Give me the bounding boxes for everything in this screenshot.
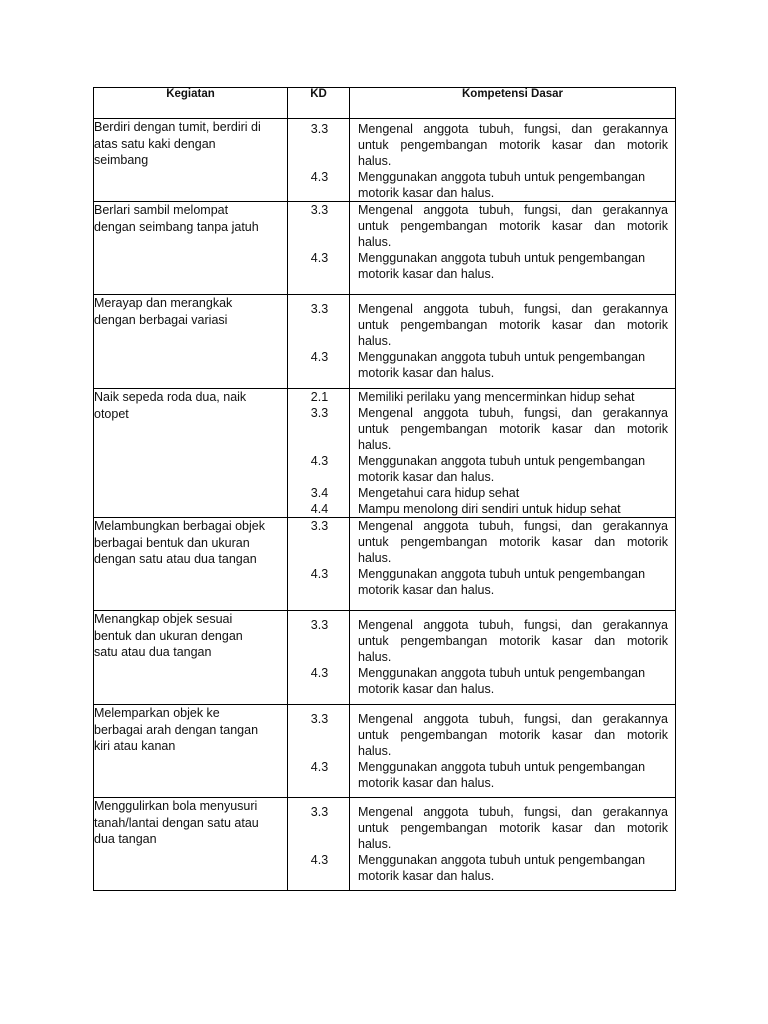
kegiatan-line: dengan seimbang tanpa jatuh (94, 219, 259, 234)
kompetensi-line: untuk pengembangan motorik kasar dan motorik (358, 535, 668, 549)
kegiatan-line: Naik sepeda roda dua, naik (94, 390, 247, 404)
kd-code (288, 317, 349, 333)
kegiatan-line: Berlari sambil melompat (94, 203, 229, 217)
kompetensi-line: Mampu menolong diri sendiri untuk hidup sehat (358, 502, 621, 516)
kd-code (288, 218, 349, 234)
kompetensi-line: halus. (358, 154, 392, 168)
kd-code (288, 333, 349, 349)
kd-code (288, 185, 349, 201)
kegiatan-line: Melambungkan berbagai objek (94, 519, 265, 533)
kegiatan-line: Melemparkan objek ke (94, 706, 220, 720)
kompetensi-line: Mengenal anggota tubuh, fungsi, dan gerakannya (358, 406, 668, 420)
kompetensi-cell (350, 518, 676, 611)
kd-code: 2.1 (310, 390, 329, 404)
kd-code (288, 836, 349, 852)
kompetensi-line: Memiliki perilaku yang mencerminkan hidup sehat (358, 390, 635, 404)
kd-code: 4.3 (310, 454, 329, 468)
kd-code (288, 365, 349, 381)
kd-code: 4.3 (310, 170, 329, 184)
kompetensi-cell (350, 295, 676, 389)
table-row (94, 611, 676, 705)
kegiatan-line: atas satu kaki dengan (94, 136, 216, 151)
kd-code (288, 868, 349, 884)
kegiatan-cell (94, 389, 288, 518)
kompetensi-line: Menggunakan anggota tubuh untuk pengembangan (358, 567, 646, 581)
kd-code: 3.3 (310, 203, 329, 217)
table-header-row (94, 88, 676, 119)
kompetensi-line: Menggunakan anggota tubuh untuk pengembangan (358, 350, 646, 364)
kompetensi-cell (350, 389, 676, 518)
kompetensi-line: untuk pengembangan motorik kasar dan motorik (358, 821, 668, 835)
kd-code (288, 437, 349, 453)
kd-code (288, 421, 349, 437)
kd-code (288, 633, 349, 649)
kompetensi-line: halus. (358, 551, 392, 565)
kompetensi-line: untuk pengembangan motorik kasar dan motorik (358, 219, 668, 233)
kegiatan-cell (94, 202, 288, 295)
kd-code (288, 820, 349, 836)
kompetensi-line: motorik kasar dan halus. (358, 366, 495, 380)
table-row (94, 518, 676, 611)
kegiatan-line: Merayap dan merangkak (94, 296, 233, 310)
kompetensi-table (93, 87, 676, 891)
kd-code: 3.3 (310, 618, 329, 632)
kd-code (288, 266, 349, 282)
kompetensi-line: motorik kasar dan halus. (358, 776, 495, 790)
kd-code: 3.4 (310, 486, 329, 500)
kd-code (288, 775, 349, 791)
kd-code: 3.3 (310, 406, 329, 420)
kd-code (288, 137, 349, 153)
kd-code (288, 649, 349, 665)
table-row (94, 705, 676, 798)
kompetensi-line: Menggunakan anggota tubuh untuk pengembangan (358, 170, 646, 184)
kompetensi-line: untuk pengembangan motorik kasar dan motorik (358, 138, 668, 152)
kd-code (288, 743, 349, 759)
kompetensi-line: halus. (358, 650, 392, 664)
kd-code (288, 534, 349, 550)
kegiatan-cell (94, 518, 288, 611)
kd-code: 4.3 (310, 567, 329, 581)
kegiatan-cell (94, 119, 288, 202)
kd-code (288, 582, 349, 598)
table-row (94, 798, 676, 891)
kompetensi-line: untuk pengembangan motorik kasar dan motorik (358, 318, 668, 332)
kd-code: 4.3 (310, 251, 329, 265)
kd-cell (288, 389, 350, 518)
kegiatan-line: bentuk dan ukuran dengan (94, 628, 243, 643)
kd-code: 3.3 (310, 302, 329, 316)
kompetensi-line: untuk pengembangan motorik kasar dan motorik (358, 634, 668, 648)
kegiatan-line: kiri atau kanan (94, 739, 176, 753)
kompetensi-line: untuk pengembangan motorik kasar dan motorik (358, 422, 668, 436)
kd-code: 4.3 (310, 350, 329, 364)
kompetensi-line: Mengenal anggota tubuh, fungsi, dan gerakannya (358, 519, 668, 533)
kompetensi-line: motorik kasar dan halus. (358, 186, 495, 200)
kompetensi-line: Mengenal anggota tubuh, fungsi, dan gerakannya (358, 122, 668, 136)
kd-cell (288, 705, 350, 798)
kompetensi-line: halus. (358, 438, 392, 452)
kd-code: 3.3 (310, 712, 329, 726)
kompetensi-line: motorik kasar dan halus. (358, 267, 495, 281)
kompetensi-cell (350, 798, 676, 891)
kd-code: 3.3 (310, 805, 329, 819)
kd-code (288, 727, 349, 743)
table-row (94, 202, 676, 295)
kd-code (288, 153, 349, 169)
table-row (94, 389, 676, 518)
kompetensi-line: Mengenal anggota tubuh, fungsi, dan gerakannya (358, 203, 668, 217)
kompetensi-line: motorik kasar dan halus. (358, 869, 495, 883)
kegiatan-line: dengan berbagai variasi (94, 312, 228, 327)
header-kompetensi-dasar: Kompetensi Dasar (350, 88, 676, 119)
kegiatan-line: berbagai bentuk dan ukuran (94, 535, 250, 550)
kegiatan-cell (94, 611, 288, 705)
kd-code: 4.4 (310, 502, 329, 516)
kegiatan-cell (94, 705, 288, 798)
kegiatan-line: Menangkap objek sesuai (94, 612, 233, 626)
kegiatan-line: otopet (94, 406, 129, 421)
kd-cell (288, 518, 350, 611)
kegiatan-line: berbagai arah dengan tangan (94, 722, 259, 737)
kd-code: 3.3 (310, 519, 329, 533)
kompetensi-line: Mengetahui cara hidup sehat (358, 486, 520, 500)
kompetensi-line: Menggunakan anggota tubuh untuk pengembangan (358, 454, 646, 468)
table-body (94, 119, 676, 891)
kegiatan-cell (94, 295, 288, 389)
kompetensi-line: motorik kasar dan halus. (358, 470, 495, 484)
kompetensi-cell (350, 611, 676, 705)
kompetensi-line: Menggunakan anggota tubuh untuk pengembangan (358, 666, 646, 680)
kompetensi-line: halus. (358, 744, 392, 758)
kegiatan-line: Berdiri dengan tumit, berdiri di (94, 120, 261, 134)
kompetensi-line: motorik kasar dan halus. (358, 583, 495, 597)
kd-cell (288, 119, 350, 202)
kd-cell (288, 202, 350, 295)
kd-cell (288, 295, 350, 389)
kd-code: 4.3 (310, 853, 329, 867)
kegiatan-line: seimbang (94, 153, 149, 167)
kompetensi-line: Mengenal anggota tubuh, fungsi, dan gerakannya (358, 618, 668, 632)
kd-code (288, 681, 349, 697)
kegiatan-cell (94, 798, 288, 891)
kompetensi-cell (350, 119, 676, 202)
kegiatan-line: dengan satu atau dua tangan (94, 552, 257, 566)
kd-code (288, 550, 349, 566)
kompetensi-line: Mengenal anggota tubuh, fungsi, dan gerakannya (358, 302, 668, 316)
kd-code: 4.3 (310, 760, 329, 774)
kompetensi-line: halus. (358, 235, 392, 249)
kegiatan-line: tanah/lantai dengan satu atau (94, 815, 259, 830)
kegiatan-line: satu atau dua tangan (94, 645, 212, 659)
kd-code (288, 234, 349, 250)
header-kd: KD (288, 88, 350, 119)
kompetensi-line: Menggunakan anggota tubuh untuk pengembangan (358, 853, 646, 867)
kompetensi-line: halus. (358, 837, 392, 851)
kompetensi-line: Mengenal anggota tubuh, fungsi, dan gerakannya (358, 712, 668, 726)
kompetensi-line: Mengenal anggota tubuh, fungsi, dan gerakannya (358, 805, 668, 819)
kd-code: 3.3 (310, 122, 329, 136)
kompetensi-line: Menggunakan anggota tubuh untuk pengembangan (358, 251, 646, 265)
kd-cell (288, 798, 350, 891)
kompetensi-line: Menggunakan anggota tubuh untuk pengembangan (358, 760, 646, 774)
table-row (94, 295, 676, 389)
kd-code (288, 469, 349, 485)
kd-cell (288, 611, 350, 705)
kompetensi-cell (350, 705, 676, 798)
kd-code: 4.3 (310, 666, 329, 680)
kompetensi-line: halus. (358, 334, 392, 348)
kompetensi-line: motorik kasar dan halus. (358, 682, 495, 696)
kegiatan-line: Menggulirkan bola menyusuri (94, 799, 258, 813)
header-kegiatan: Kegiatan (94, 88, 288, 119)
kompetensi-line: untuk pengembangan motorik kasar dan motorik (358, 728, 668, 742)
kompetensi-cell (350, 202, 676, 295)
table-row (94, 119, 676, 202)
kegiatan-line: dua tangan (94, 832, 157, 846)
